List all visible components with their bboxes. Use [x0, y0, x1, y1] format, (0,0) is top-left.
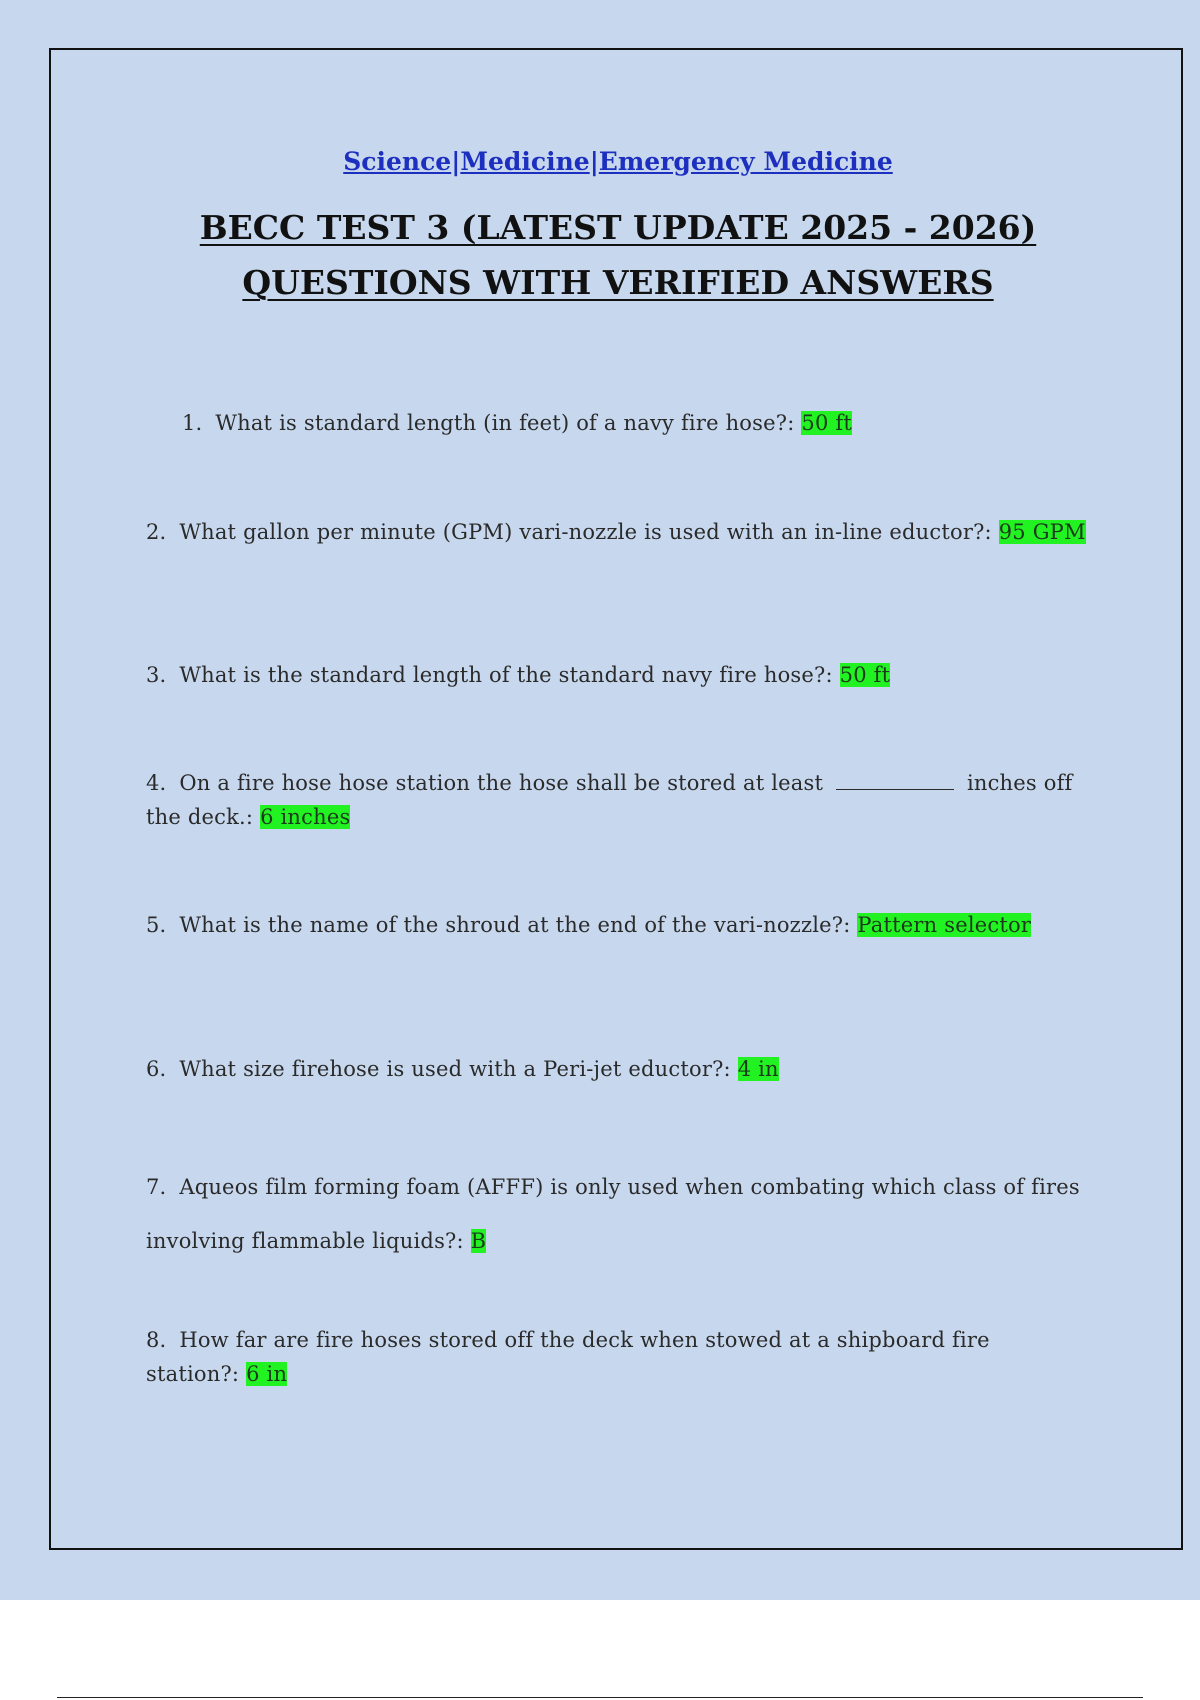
question-item-5	[146, 908, 1086, 942]
answer-highlight: Pattern selector	[857, 913, 1032, 937]
question-item-7	[146, 1160, 1086, 1268]
question-text: Aqueos film forming foam (AFFF) is only used when combating which class of fires involving flammable liquids?:	[146, 1175, 1080, 1253]
question-number: 3.	[146, 663, 167, 687]
fill-in-blank-line	[836, 788, 954, 790]
answer-highlight: B	[470, 1229, 487, 1253]
question-number: 7.	[146, 1175, 167, 1199]
question-text-before-blank: On a fire hose hose station the hose shall be stored at least	[179, 771, 824, 795]
title-line-1: BECC TEST 3 (LATEST UPDATE 2025 - 2026)	[199, 208, 1037, 247]
question-number: 4.	[146, 771, 167, 795]
question-text: How far are fire hoses stored off the deck when stowed at a shipboard fire station?:	[146, 1328, 990, 1386]
question-number: 5.	[146, 913, 167, 937]
question-number: 2.	[146, 520, 167, 544]
answer-highlight: 6 inches	[260, 805, 351, 829]
breadcrumb-link-emergency-medicine[interactable]: Emergency Medicine	[598, 147, 893, 176]
breadcrumb-link-science[interactable]: Science	[343, 147, 452, 176]
document-title	[0, 200, 1200, 310]
question-number: 8.	[146, 1328, 167, 1352]
question-text: What is the standard length of the standard navy fire hose?:	[179, 663, 833, 687]
question-item-6	[146, 1052, 1086, 1086]
question-text-after-blank: inches off the deck.:	[146, 771, 1073, 829]
question-item-2	[146, 515, 1086, 549]
breadcrumb	[0, 142, 1200, 182]
question-number: 6.	[146, 1057, 167, 1081]
answer-highlight: 50 ft	[801, 411, 852, 435]
title-line-2: QUESTIONS WITH VERIFIED ANSWERS	[242, 263, 994, 302]
breadcrumb-separator: |	[451, 147, 461, 176]
breadcrumb-separator: |	[589, 147, 599, 176]
question-item-1	[182, 406, 1122, 440]
question-text: What size firehose is used with a Peri-jet eductor?:	[179, 1057, 731, 1081]
breadcrumb-link-medicine[interactable]: Medicine	[460, 147, 590, 176]
answer-highlight: 4 in	[737, 1057, 779, 1081]
question-text: What is standard length (in feet) of a navy fire hose?:	[215, 411, 795, 435]
answer-highlight: 50 ft	[839, 663, 891, 687]
question-text: What is the name of the shroud at the end of the vari-nozzle?:	[179, 913, 851, 937]
question-item-8	[146, 1323, 1086, 1391]
question-item-3	[146, 658, 1086, 692]
question-item-4	[146, 766, 1086, 834]
question-text: What gallon per minute (GPM) vari-nozzle is used with an in-line eductor?:	[179, 520, 992, 544]
footer-divider	[57, 1697, 1143, 1698]
question-number: 1.	[182, 411, 203, 435]
answer-highlight: 95 GPM	[998, 520, 1086, 544]
answer-highlight: 6 in	[246, 1362, 288, 1386]
